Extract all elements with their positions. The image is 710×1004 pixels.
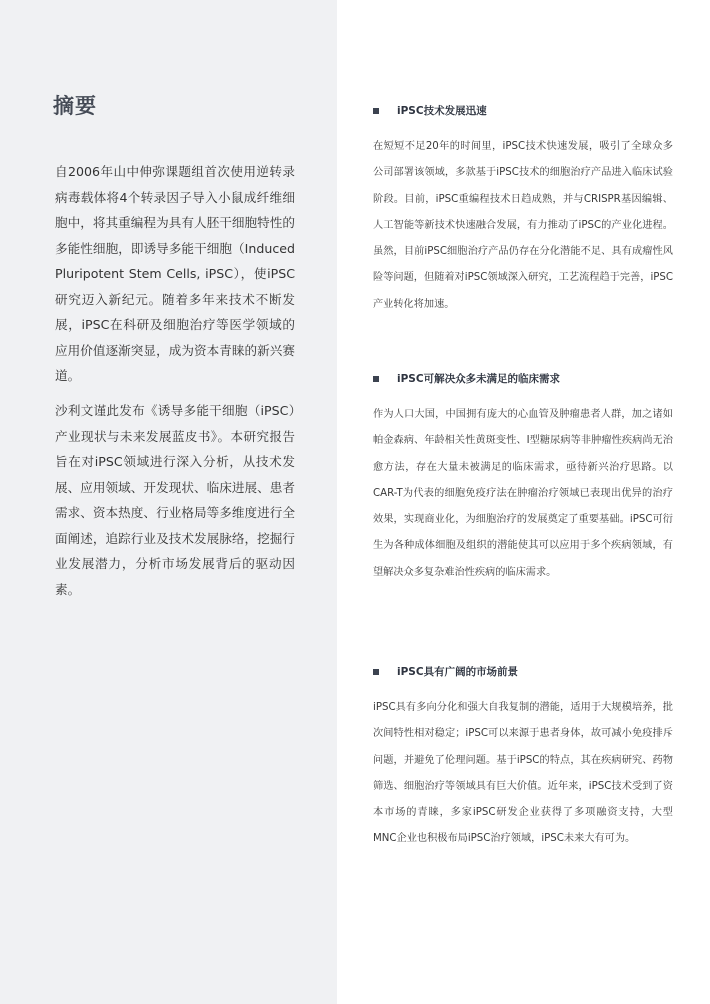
summary-paragraph-2: 沙利文谨此发布《诱导多能干细胞（iPSC）产业现状与未来发展蓝皮书》。本研究报告旨在对iPSC领域进行深入分析，从技术发展、应用领域、开发现状、临床进展、患者需求、资本热度、行业格局等多维度进行全面阐述，追踪行业及技术发展脉络，挖掘行业发展潜力，分析市场发展背后的驱动因素。: [55, 403, 295, 597]
section-body: 在短短不足20年的时间里，iPSC技术快速发展，吸引了全球众多公司部署该领域，多款基于iPSC技术的细胞治疗产品进入临床试验阶段。目前，iPSC重编程技术日趋成熟，并与CRISPR基因编辑、人工智能等新技术快速融合发展，有力推动了iPSC的产业化进程。虽然，目前iPSC细胞治疗产品仍存在分化潜能不足、具有成瘤性风险等问题，但随着对iPSC领域深入研究，工艺流程趋于完善，iPSC产业转化将加速。: [373, 141, 673, 310]
section-header: [373, 662, 673, 682]
section-body: iPSC具有多向分化和强大自我复制的潜能，适用于大规模培养，批次间特性相对稳定；iPSC可以来源于患者身体，故可减小免疫排斥问题，并避免了伦理问题。基于iPSC的特点，其在疾病研究、药物筛选、细胞治疗等领域具有巨大价值。近年来，iPSC技术受到了资本市场的青睐，多家iPSC研发企业获得了多项融资支持，大型MNC企业也积极布局iPSC治疗领域，iPSC未来大有可为。: [373, 702, 673, 845]
section-clinical-needs: [373, 369, 673, 586]
section-tech-development: [373, 101, 673, 318]
section-header: [373, 101, 673, 121]
square-bullet-icon: [373, 108, 379, 114]
square-bullet-icon: [373, 669, 379, 675]
square-bullet-icon: [373, 376, 379, 382]
section-title: iPSC具有广阔的市场前景: [397, 666, 519, 678]
page-title: 摘要: [53, 94, 97, 118]
section-market-outlook: [373, 662, 673, 853]
section-title: iPSC可解决众多未满足的临床需求: [397, 373, 561, 385]
section-title: iPSC技术发展迅速: [397, 105, 487, 117]
section-body: 作为人口大国，中国拥有庞大的心血管及肿瘤患者人群，加之诸如帕金森病、年龄相关性黄斑变性、I型糖尿病等非肿瘤性疾病尚无治愈方法，存在大量未被满足的临床需求，亟待新兴治疗思路。以CAR-T为代表的细胞免疫疗法在肿瘤治疗领域已表现出优异的治疗效果，实现商业化，为细胞治疗的发展奠定了重要基础。iPSC可衍生为各种成体细胞及组织的潜能使其可以应用于多个疾病领域，有望解决众多复杂难治性疾病的临床需求。: [373, 409, 673, 578]
summary-paragraph-1: 自2006年山中伸弥课题组首次使用逆转录病毒载体将4个转录因子导入小鼠成纤维细胞中，将其重编程为具有人胚干细胞特性的多能性细胞，即诱导多能干细胞（Induced Pluripotent Stem Cells, iPSC），使iPSC研究迈入新纪元。随着多年来技术不断发展，iPSC在科研及细胞治疗等医学领域的应用价值逐渐突显，成为资本青睐的新兴赛道。: [55, 164, 295, 383]
section-header: [373, 369, 673, 389]
